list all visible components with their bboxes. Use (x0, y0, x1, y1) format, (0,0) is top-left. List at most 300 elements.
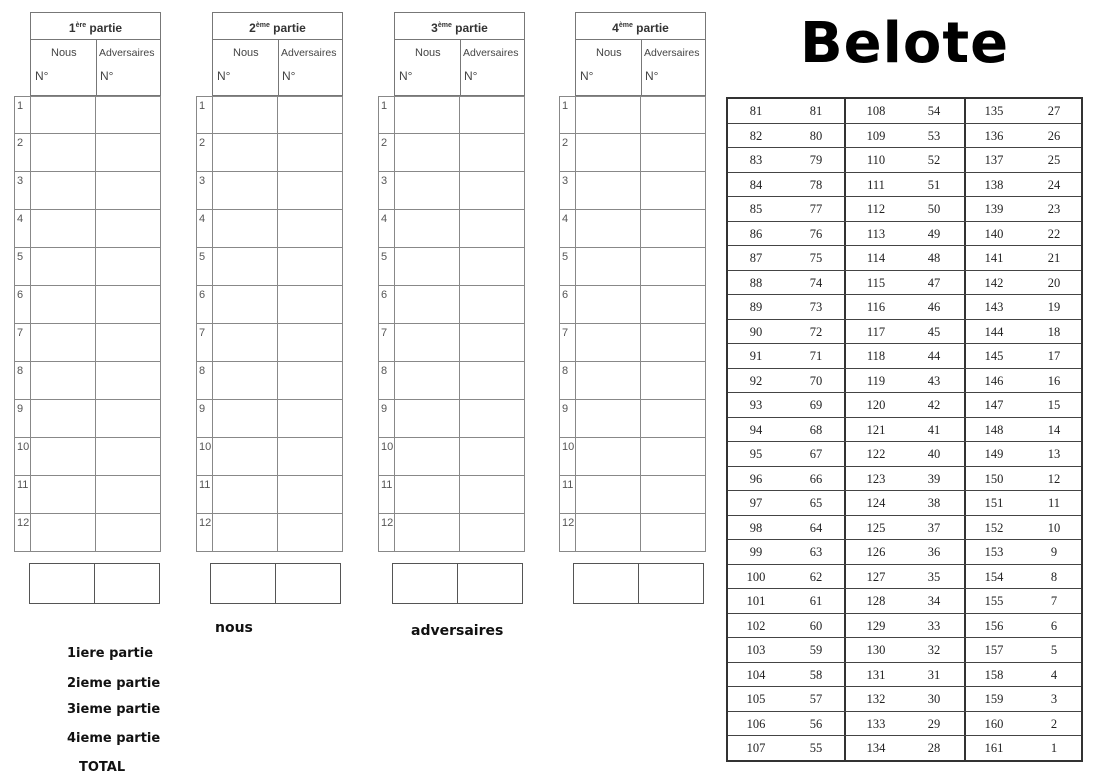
conversion-cell: 45 (927, 324, 941, 339)
conversion-cell: 24 (1047, 177, 1061, 192)
score-cell-nous[interactable] (31, 134, 96, 171)
conversion-cell: 93 (749, 398, 763, 412)
score-cell-nous[interactable] (31, 400, 96, 437)
row-number: 10 (15, 438, 31, 475)
conversion-cell: 125 (866, 520, 886, 535)
sheet-header (30, 12, 161, 96)
number-label: N° (645, 69, 659, 83)
conversion-cell: 9 (1050, 545, 1058, 559)
conversion-row (728, 418, 1081, 443)
conversion-cell: 116 (866, 300, 886, 314)
score-row (378, 362, 525, 400)
score-row (559, 172, 706, 210)
score-cell-adversaires[interactable] (460, 514, 526, 551)
conversion-cell: 102 (746, 618, 766, 633)
score-row (14, 96, 161, 134)
conversion-cell: 17 (1047, 349, 1061, 363)
score-cell-nous[interactable] (395, 97, 460, 133)
conversion-cell: 68 (809, 422, 823, 437)
score-cell-adversaires[interactable] (278, 324, 344, 361)
score-cell-adversaires[interactable] (278, 248, 344, 285)
score-cell-nous[interactable] (576, 97, 641, 133)
row-number: 8 (197, 362, 213, 399)
row-number: 8 (560, 362, 576, 399)
conversion-cell: 55 (809, 741, 823, 755)
conversion-cell: 96 (749, 471, 763, 486)
conversion-cell: 122 (866, 447, 886, 461)
conversion-cell: 37 (927, 520, 941, 535)
row-number: 8 (379, 362, 395, 399)
conversion-cell: 42 (927, 398, 941, 412)
row-number: 9 (560, 400, 576, 437)
conversion-cell: 111 (867, 177, 885, 192)
score-cell-adversaires[interactable] (460, 210, 526, 247)
score-cell-adversaires[interactable] (96, 514, 162, 551)
conversion-cell: 79 (809, 153, 823, 167)
conversion-row (728, 565, 1081, 590)
conversion-cell: 98 (749, 520, 763, 535)
score-row (196, 324, 343, 362)
score-sheet-4 (559, 12, 711, 553)
conversion-cell: 70 (809, 373, 823, 388)
score-cell-nous[interactable] (395, 438, 460, 475)
number-label: N° (282, 69, 296, 83)
score-cell-adversaires[interactable] (278, 210, 344, 247)
conversion-cell: 139 (984, 202, 1004, 216)
row-number: 6 (560, 286, 576, 323)
score-cell-adversaires[interactable] (278, 362, 344, 399)
row-number: 3 (560, 172, 576, 209)
sheet-title: 3ème partie (395, 13, 524, 40)
score-row (14, 476, 161, 514)
conversion-row (728, 614, 1081, 639)
sheet-header (575, 12, 706, 96)
conversion-cell: 123 (866, 471, 886, 486)
score-cell-nous[interactable] (395, 362, 460, 399)
score-cell-nous[interactable] (31, 248, 96, 285)
conversion-cell: 80 (809, 128, 823, 143)
score-cell-adversaires[interactable] (96, 362, 162, 399)
conversion-cell: 52 (927, 153, 941, 167)
conversion-cell: 11 (1047, 496, 1061, 510)
row-number: 1 (379, 97, 395, 133)
score-cell-nous[interactable] (576, 248, 641, 285)
score-cell-adversaires[interactable] (641, 476, 707, 513)
score-cell-nous[interactable] (213, 514, 278, 551)
conversion-cell: 121 (866, 422, 886, 437)
score-cell-nous[interactable] (213, 476, 278, 513)
conversion-cell: 28 (927, 741, 941, 755)
column-header-adversaires: Adversaires (463, 47, 519, 59)
conversion-cell: 1 (1050, 741, 1058, 755)
total-cell-adversaires[interactable] (639, 564, 704, 603)
conversion-cell: 131 (866, 667, 886, 682)
conversion-cell: 81 (809, 104, 823, 118)
conversion-row (728, 173, 1081, 198)
conversion-cell: 12 (1047, 471, 1061, 486)
score-row (14, 210, 161, 248)
conversion-row (728, 124, 1081, 149)
conversion-cell: 142 (984, 275, 1004, 290)
score-cell-nous[interactable] (31, 172, 96, 209)
score-cell-adversaires[interactable] (641, 97, 707, 133)
score-cell-nous[interactable] (31, 324, 96, 361)
score-cell-adversaires[interactable] (641, 438, 707, 475)
score-cell-adversaires[interactable] (278, 476, 344, 513)
score-cell-nous[interactable] (213, 286, 278, 323)
conversion-cell: 83 (749, 153, 763, 167)
score-cell-adversaires[interactable] (96, 400, 162, 437)
score-cell-adversaires[interactable] (641, 134, 707, 171)
row-number: 9 (379, 400, 395, 437)
row-number: 12 (379, 514, 395, 551)
score-cell-nous[interactable] (213, 134, 278, 171)
conversion-cell: 15 (1047, 398, 1061, 412)
score-cell-adversaires[interactable] (278, 97, 344, 133)
score-row (378, 438, 525, 476)
conversion-cell: 153 (984, 545, 1004, 559)
conversion-cell: 108 (866, 104, 886, 118)
conversion-cell: 154 (984, 569, 1004, 584)
number-label: N° (217, 69, 231, 83)
score-cell-adversaires[interactable] (641, 172, 707, 209)
score-cell-adversaires[interactable] (278, 286, 344, 323)
score-row (196, 362, 343, 400)
conversion-cell: 126 (866, 545, 886, 559)
score-cell-nous[interactable] (576, 438, 641, 475)
conversion-cell: 156 (984, 618, 1004, 633)
score-cell-nous[interactable] (31, 476, 96, 513)
conversion-cell: 72 (809, 324, 823, 339)
score-cell-adversaires[interactable] (96, 172, 162, 209)
conversion-cell: 18 (1047, 324, 1061, 339)
score-cell-nous[interactable] (213, 248, 278, 285)
sheet-total-box (392, 563, 523, 604)
row-number: 5 (15, 248, 31, 285)
row-number: 3 (197, 172, 213, 209)
conversion-cell: 66 (809, 471, 823, 486)
total-cell-nous[interactable] (574, 564, 639, 603)
conversion-row (728, 148, 1081, 173)
summary-game-label: 4ieme partie (67, 731, 161, 746)
score-row (559, 96, 706, 134)
score-row (196, 476, 343, 514)
conversion-cell: 160 (984, 716, 1004, 731)
row-number: 5 (197, 248, 213, 285)
conversion-row (728, 638, 1081, 663)
conversion-cell: 60 (809, 618, 823, 633)
conversion-cell: 105 (746, 692, 766, 706)
score-cell-adversaires[interactable] (641, 514, 707, 551)
conversion-cell: 129 (866, 618, 886, 633)
sheet-total-box (210, 563, 341, 604)
score-row (14, 134, 161, 172)
conversion-cell: 92 (749, 373, 763, 388)
score-row (559, 362, 706, 400)
score-cell-adversaires[interactable] (96, 134, 162, 171)
conversion-cell: 4 (1050, 667, 1058, 682)
score-row (559, 324, 706, 362)
score-cell-nous[interactable] (31, 514, 96, 551)
score-cell-adversaires[interactable] (460, 248, 526, 285)
conversion-cell: 87 (749, 251, 763, 265)
score-row (378, 324, 525, 362)
conversion-cell: 112 (866, 202, 886, 216)
score-cell-nous[interactable] (213, 362, 278, 399)
row-number: 4 (379, 210, 395, 247)
conversion-cell: 35 (927, 569, 941, 584)
conversion-cell: 115 (866, 275, 886, 290)
row-number: 2 (560, 134, 576, 171)
score-cell-adversaires[interactable] (460, 134, 526, 171)
conversion-cell: 71 (809, 349, 823, 363)
score-cell-adversaires[interactable] (460, 172, 526, 209)
sheet-header (394, 12, 525, 96)
sheet-header (212, 12, 343, 96)
row-number: 10 (560, 438, 576, 475)
score-cell-adversaires[interactable] (460, 324, 526, 361)
score-cell-adversaires[interactable] (278, 172, 344, 209)
score-sheet-1 (14, 12, 166, 553)
score-cell-adversaires[interactable] (641, 400, 707, 437)
conversion-cell: 130 (866, 643, 886, 657)
score-cell-nous[interactable] (576, 400, 641, 437)
score-row (14, 286, 161, 324)
conversion-cell: 95 (749, 447, 763, 461)
score-row (196, 438, 343, 476)
score-cell-adversaires[interactable] (278, 134, 344, 171)
total-cell-adversaires[interactable] (95, 564, 160, 603)
score-row (196, 96, 343, 134)
page-title: Belote (800, 11, 1010, 76)
score-cell-nous[interactable] (395, 400, 460, 437)
score-row (378, 248, 525, 286)
score-cell-nous[interactable] (213, 400, 278, 437)
conversion-cell: 67 (809, 447, 823, 461)
summary-total-label: TOTAL (79, 760, 126, 775)
score-cell-nous[interactable] (576, 210, 641, 247)
score-cell-adversaires[interactable] (278, 438, 344, 475)
score-cell-nous[interactable] (395, 172, 460, 209)
conversion-cell: 100 (746, 569, 766, 584)
row-number: 8 (15, 362, 31, 399)
score-row (378, 172, 525, 210)
number-label: N° (100, 69, 114, 83)
conversion-cell: 114 (866, 251, 886, 265)
score-cell-nous[interactable] (395, 324, 460, 361)
score-cell-adversaires[interactable] (278, 514, 344, 551)
score-cell-adversaires[interactable] (460, 97, 526, 133)
row-number: 7 (197, 324, 213, 361)
score-row (196, 134, 343, 172)
score-cell-adversaires[interactable] (96, 324, 162, 361)
score-cell-nous[interactable] (395, 210, 460, 247)
conversion-cell: 97 (749, 496, 763, 510)
score-cell-nous[interactable] (395, 134, 460, 171)
conversion-cell: 94 (749, 422, 763, 437)
score-cell-adversaires[interactable] (460, 362, 526, 399)
score-cell-nous[interactable] (31, 438, 96, 475)
score-cell-adversaires[interactable] (641, 286, 707, 323)
score-cell-adversaires[interactable] (460, 400, 526, 437)
conversion-cell: 140 (984, 226, 1004, 241)
score-cell-nous[interactable] (395, 476, 460, 513)
conversion-row (728, 589, 1081, 614)
score-cell-nous[interactable] (31, 97, 96, 133)
conversion-cell: 8 (1050, 569, 1058, 584)
row-number: 2 (197, 134, 213, 171)
score-cell-nous[interactable] (395, 248, 460, 285)
header-divider (460, 39, 461, 97)
total-cell-nous[interactable] (211, 564, 276, 603)
conversion-cell: 118 (866, 349, 886, 363)
conversion-cell: 103 (746, 643, 766, 657)
score-cell-nous[interactable] (576, 172, 641, 209)
conversion-cell: 159 (984, 692, 1004, 706)
conversion-cell: 49 (927, 226, 941, 241)
number-label: N° (464, 69, 478, 83)
score-cell-nous[interactable] (576, 324, 641, 361)
row-number: 7 (15, 324, 31, 361)
score-row (559, 134, 706, 172)
row-number: 4 (560, 210, 576, 247)
conversion-cell: 143 (984, 300, 1004, 314)
score-cell-adversaires[interactable] (641, 362, 707, 399)
row-number: 9 (15, 400, 31, 437)
conversion-cell: 13 (1047, 447, 1061, 461)
score-cell-adversaires[interactable] (96, 438, 162, 475)
score-row (196, 248, 343, 286)
score-cell-nous[interactable] (213, 324, 278, 361)
score-cell-nous[interactable] (576, 476, 641, 513)
conversion-cell: 119 (866, 373, 886, 388)
row-number: 12 (560, 514, 576, 551)
conversion-cell: 150 (984, 471, 1004, 486)
conversion-cell: 47 (927, 275, 941, 290)
score-cell-nous[interactable] (213, 97, 278, 133)
conversion-row (728, 99, 1081, 124)
conversion-cell: 10 (1047, 520, 1061, 535)
conversion-row (728, 663, 1081, 688)
conversion-cell: 39 (927, 471, 941, 486)
conversion-cell: 34 (927, 594, 941, 608)
conversion-cell: 73 (809, 300, 823, 314)
conversion-cell: 51 (927, 177, 941, 192)
score-cell-nous[interactable] (31, 362, 96, 399)
row-number: 10 (197, 438, 213, 475)
conversion-cell: 137 (984, 153, 1004, 167)
conversion-cell: 84 (749, 177, 763, 192)
score-cell-adversaires[interactable] (460, 476, 526, 513)
totals-label-nous: nous (215, 620, 253, 636)
score-cell-adversaires[interactable] (96, 286, 162, 323)
total-cell-nous[interactable] (30, 564, 95, 603)
conversion-cell: 117 (866, 324, 886, 339)
score-row (196, 286, 343, 324)
conversion-cell: 132 (866, 692, 886, 706)
conversion-cell: 40 (927, 447, 941, 461)
score-row (378, 400, 525, 438)
conversion-cell: 57 (809, 692, 823, 706)
score-cell-nous[interactable] (576, 514, 641, 551)
conversion-cell: 31 (927, 667, 941, 682)
score-cell-nous[interactable] (576, 286, 641, 323)
row-number: 7 (560, 324, 576, 361)
conversion-cell: 90 (749, 324, 763, 339)
score-cell-adversaires[interactable] (96, 476, 162, 513)
score-row (14, 514, 161, 552)
sheet-title: 1ère partie (31, 13, 160, 40)
score-cell-nous[interactable] (31, 286, 96, 323)
conversion-row (728, 295, 1081, 320)
conversion-cell: 128 (866, 594, 886, 608)
conversion-cell: 127 (866, 569, 886, 584)
column-header-adversaires: Adversaires (99, 47, 155, 59)
conversion-cell: 36 (927, 545, 941, 559)
row-number: 12 (15, 514, 31, 551)
sheet-total-box (29, 563, 160, 604)
conversion-cell: 77 (809, 202, 823, 216)
score-cell-nous[interactable] (31, 210, 96, 247)
total-cell-adversaires[interactable] (276, 564, 341, 603)
score-row (14, 324, 161, 362)
score-cell-adversaires[interactable] (641, 324, 707, 361)
score-cell-adversaires[interactable] (641, 210, 707, 247)
score-cell-nous[interactable] (213, 438, 278, 475)
total-cell-adversaires[interactable] (458, 564, 523, 603)
conversion-cell: 155 (984, 594, 1004, 608)
sheet-title: 2ème partie (213, 13, 342, 40)
conversion-cell: 58 (809, 667, 823, 682)
score-row (559, 514, 706, 552)
score-cell-adversaires[interactable] (96, 97, 162, 133)
score-cell-adversaires[interactable] (641, 248, 707, 285)
score-cell-nous[interactable] (213, 172, 278, 209)
score-cell-adversaires[interactable] (278, 400, 344, 437)
score-cell-nous[interactable] (395, 514, 460, 551)
score-cell-adversaires[interactable] (460, 286, 526, 323)
conversion-cell: 161 (984, 741, 1004, 755)
total-cell-nous[interactable] (393, 564, 458, 603)
conversion-cell: 26 (1047, 128, 1061, 143)
summary-game-label: 2ieme partie (67, 676, 161, 691)
row-number: 5 (379, 248, 395, 285)
conversion-cell: 20 (1047, 275, 1061, 290)
score-row (196, 400, 343, 438)
conversion-cell: 29 (927, 716, 941, 731)
score-cell-adversaires[interactable] (96, 248, 162, 285)
score-cell-adversaires[interactable] (96, 210, 162, 247)
conversion-row (728, 540, 1081, 565)
conversion-cell: 135 (984, 104, 1004, 118)
score-cell-nous[interactable] (213, 210, 278, 247)
conversion-row (728, 344, 1081, 369)
header-divider (641, 39, 642, 97)
score-cell-nous[interactable] (576, 362, 641, 399)
score-row (378, 134, 525, 172)
score-row (559, 286, 706, 324)
row-number: 3 (15, 172, 31, 209)
score-cell-nous[interactable] (576, 134, 641, 171)
score-rows (559, 96, 706, 553)
row-number: 1 (560, 97, 576, 133)
conversion-cell: 110 (866, 153, 886, 167)
conversion-cell: 56 (809, 716, 823, 731)
score-cell-nous[interactable] (395, 286, 460, 323)
score-cell-adversaires[interactable] (460, 438, 526, 475)
score-row (14, 172, 161, 210)
row-number: 1 (15, 97, 31, 133)
